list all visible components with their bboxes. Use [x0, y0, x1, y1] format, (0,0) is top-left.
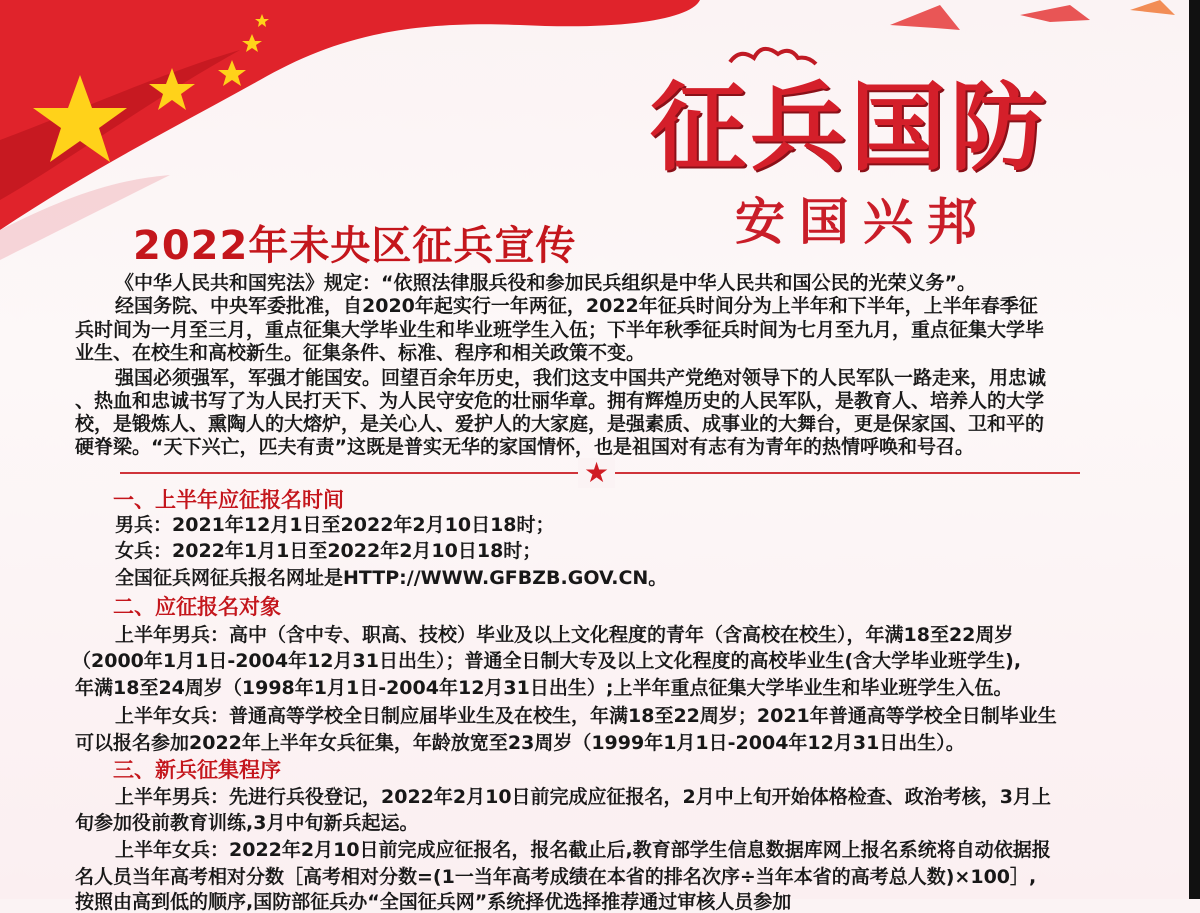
- photo-edge: [1189, 0, 1200, 899]
- section-line: 上半年男兵：高中（含中专、职高、技校）毕业及以上文化程度的青年（含高校在校生），年满18至22周岁: [115, 624, 1014, 646]
- star-icon: ★: [578, 458, 615, 488]
- section-line: 名人员当年高考相对分数［高考相对分数=(1一当年高考成绩在本省的排名次序÷当年本省的高考总人数)×100］,: [75, 866, 1037, 888]
- section-heading: 三、新兵征集程序: [113, 758, 281, 782]
- section-line: 上半年女兵：2022年2月10日前完成应征报名，报名截止后,教育部学生信息数据库网上报名系统将自动依据报: [115, 839, 1051, 861]
- intro-line: 《中华人民共和国宪法》规定：“依照法律服兵役和参加民兵组织是中华人民共和国公民的光荣义务”。: [115, 272, 976, 294]
- section-heading: 二、应征报名对象: [113, 595, 281, 619]
- slogan-main: 征兵国防: [650, 71, 1050, 184]
- slogan-sub: 安国兴邦: [735, 192, 991, 251]
- section-line: 上半年男兵：先进行兵役登记，2022年2月10日前完成应征报名，2月中上旬开始体格检查、政治考核，3月上: [115, 786, 1051, 808]
- intro-line: 业生、在校生和高校新生。征集条件、标准、程序和相关政策不变。: [75, 342, 646, 364]
- section-line: 年满18至24周岁（1998年1月1日-2004年12月31日出生）;上半年重点征集大学毕业生和毕业班学生入伍。: [75, 677, 1013, 699]
- intro-line: 硬脊梁。“天下兴亡，匹夫有责”这既是普实无华的家国情怀，也是祖国对有志有为青年的热情呼唤和号召。: [75, 436, 974, 458]
- dove-decoration: [890, 0, 1175, 30]
- page-title: 2022年未央区征兵宣传: [133, 223, 577, 269]
- section-line: 女兵：2022年1月1日至2022年2月10日18时；: [115, 540, 542, 562]
- section-heading: 一、上半年应征报名时间: [113, 488, 344, 512]
- intro-line: 、热血和忠诚书写了为人民打天下、为人民守安危的壮丽华章。拥有辉煌历史的人民军队，是教育人、培养人的大学: [75, 390, 1045, 412]
- section-line: 上半年女兵：普通高等学校全日制应届毕业生及在校生，年满18至22周岁；2021年普通高等学校全日制毕业生: [115, 705, 1057, 727]
- intro-line: 兵时间为一月至三月，重点征集大学毕业生和毕业班学生入伍；下半年秋季征兵时间为七月至九月，重点征集大学毕: [75, 319, 1045, 341]
- section-line: 旬参加役前教育训练,3月中旬新兵起运。: [75, 812, 419, 834]
- section-line: （2000年1月1日-2004年12月31日出生）；普通全日制大专及以上文化程度的高校毕业生(含大学毕业班学生),: [72, 650, 1022, 672]
- section-line: 按照由高到低的顺序,国防部征兵办“全国征兵网”系统择优选择推荐通过审核人员参加: [75, 891, 792, 913]
- section-line: 男兵：2021年12月1日至2022年2月10日18时；: [115, 514, 555, 536]
- intro-line: 经国务院、中央军委批准，自2020年起实行一年两征，2022年征兵时间分为上半年和下半年，上半年春季征: [115, 295, 1038, 317]
- intro-line: 校，是锻炼人、熏陶人的大熔炉，是关心人、爱护人的大家庭，是强素质、成事业的大舞台，更是保家国、卫和平的: [75, 413, 1045, 435]
- section-line: 全国征兵网征兵报名网址是HTTP://WWW.GFBZB.GOV.CN。: [115, 567, 668, 589]
- intro-line: 强国必须强军，军强才能国安。回望百余年历史，我们这支中国共产党绝对领导下的人民军队一路走来，用忠诚: [115, 367, 1047, 389]
- section-line: 可以报名参加2022年上半年女兵征集，年龄放宽至23周岁（1999年1月1日-2004年12月31日出生）。: [75, 732, 965, 754]
